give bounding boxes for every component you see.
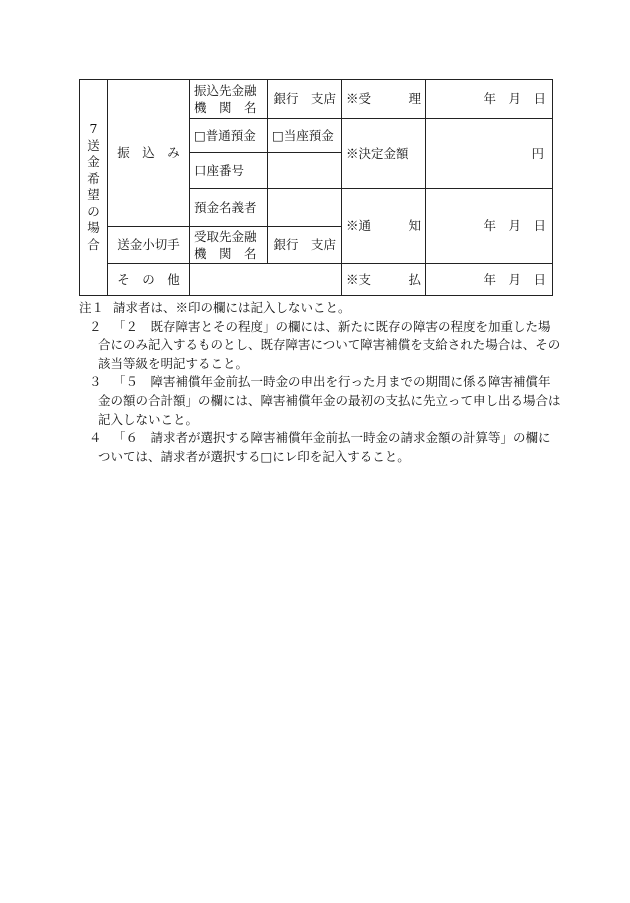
check-label: 送金小切手 xyxy=(108,227,190,264)
receiving-bank-branch[interactable]: 銀行 支店 xyxy=(268,227,342,264)
note-3-number: ３ xyxy=(89,374,102,390)
payment-label: ※支 払 xyxy=(342,264,426,296)
note-4-number: ４ xyxy=(89,430,102,446)
notes-section xyxy=(79,299,561,466)
received-label: ※受 理 xyxy=(342,80,426,119)
furikomi-label: 振 込 み xyxy=(108,80,190,227)
notice-date[interactable]: 年 月 日 xyxy=(426,189,553,264)
ordinary-deposit-checkbox[interactable]: □普通預金 xyxy=(190,119,268,153)
note-2-number: ２ xyxy=(89,318,102,334)
transfer-bank-label-line2: 機 関 名 xyxy=(194,100,257,115)
notice-label: ※通 知 xyxy=(342,189,426,264)
received-date[interactable]: 年 月 日 xyxy=(426,80,553,119)
note-2-text: 「２ 既存障害とその程度」の欄には、新たに既存の障害の程度を加重した場合にのみ記入するものとし、既存障害について障害補償を支給された場合は、その該当等級を明記すること。 xyxy=(98,318,561,371)
note-1-text: 請求者は、※印の欄には記入しないこと。 xyxy=(113,300,351,315)
note-3-text: 「５ 障害補償年金前払一時金の申出を行った月までの期間に係る障害補償年金の額の合計額」の欄には、障害補償年金の最初の支払に先立って申し出る場合は記入しないこと。 xyxy=(98,374,561,427)
account-number-label: 口座番号 xyxy=(190,153,268,189)
note-4-text: 「６ 請求者が選択する障害補償年金前払一時金の請求金額の計算等」の欄については、請求者が選択する□にレ印を記入すること。 xyxy=(98,430,551,464)
receiving-bank-label-line2: 機 関 名 xyxy=(194,246,257,261)
note-1 xyxy=(79,299,561,318)
section-label: 7送金希望の場合 xyxy=(87,121,100,252)
remittance-form-table xyxy=(79,79,553,296)
note-1-number: 注１ xyxy=(79,300,105,315)
note-3 xyxy=(79,373,561,429)
note-2 xyxy=(79,318,561,374)
account-number-field[interactable] xyxy=(268,153,342,189)
current-deposit-checkbox[interactable]: □当座預金 xyxy=(268,119,342,153)
section-label-cell xyxy=(80,80,108,296)
other-label: そ の 他 xyxy=(108,264,190,296)
transfer-bank-label-line1: 振込先金融 xyxy=(194,83,257,98)
decided-amount-field[interactable]: 円 xyxy=(426,119,553,189)
decided-amount-label: ※決定金額 xyxy=(342,119,426,189)
payment-date[interactable]: 年 月 日 xyxy=(426,264,553,296)
receiving-bank-label xyxy=(190,227,268,264)
transfer-bank-label xyxy=(190,80,268,119)
account-holder-label: 預金名義者 xyxy=(190,189,268,227)
note-4 xyxy=(79,429,561,466)
account-holder-field[interactable] xyxy=(268,189,342,227)
other-field[interactable] xyxy=(190,264,342,296)
receiving-bank-label-line1: 受取先金融 xyxy=(194,229,257,244)
transfer-bank-branch[interactable]: 銀行 支店 xyxy=(268,80,342,119)
